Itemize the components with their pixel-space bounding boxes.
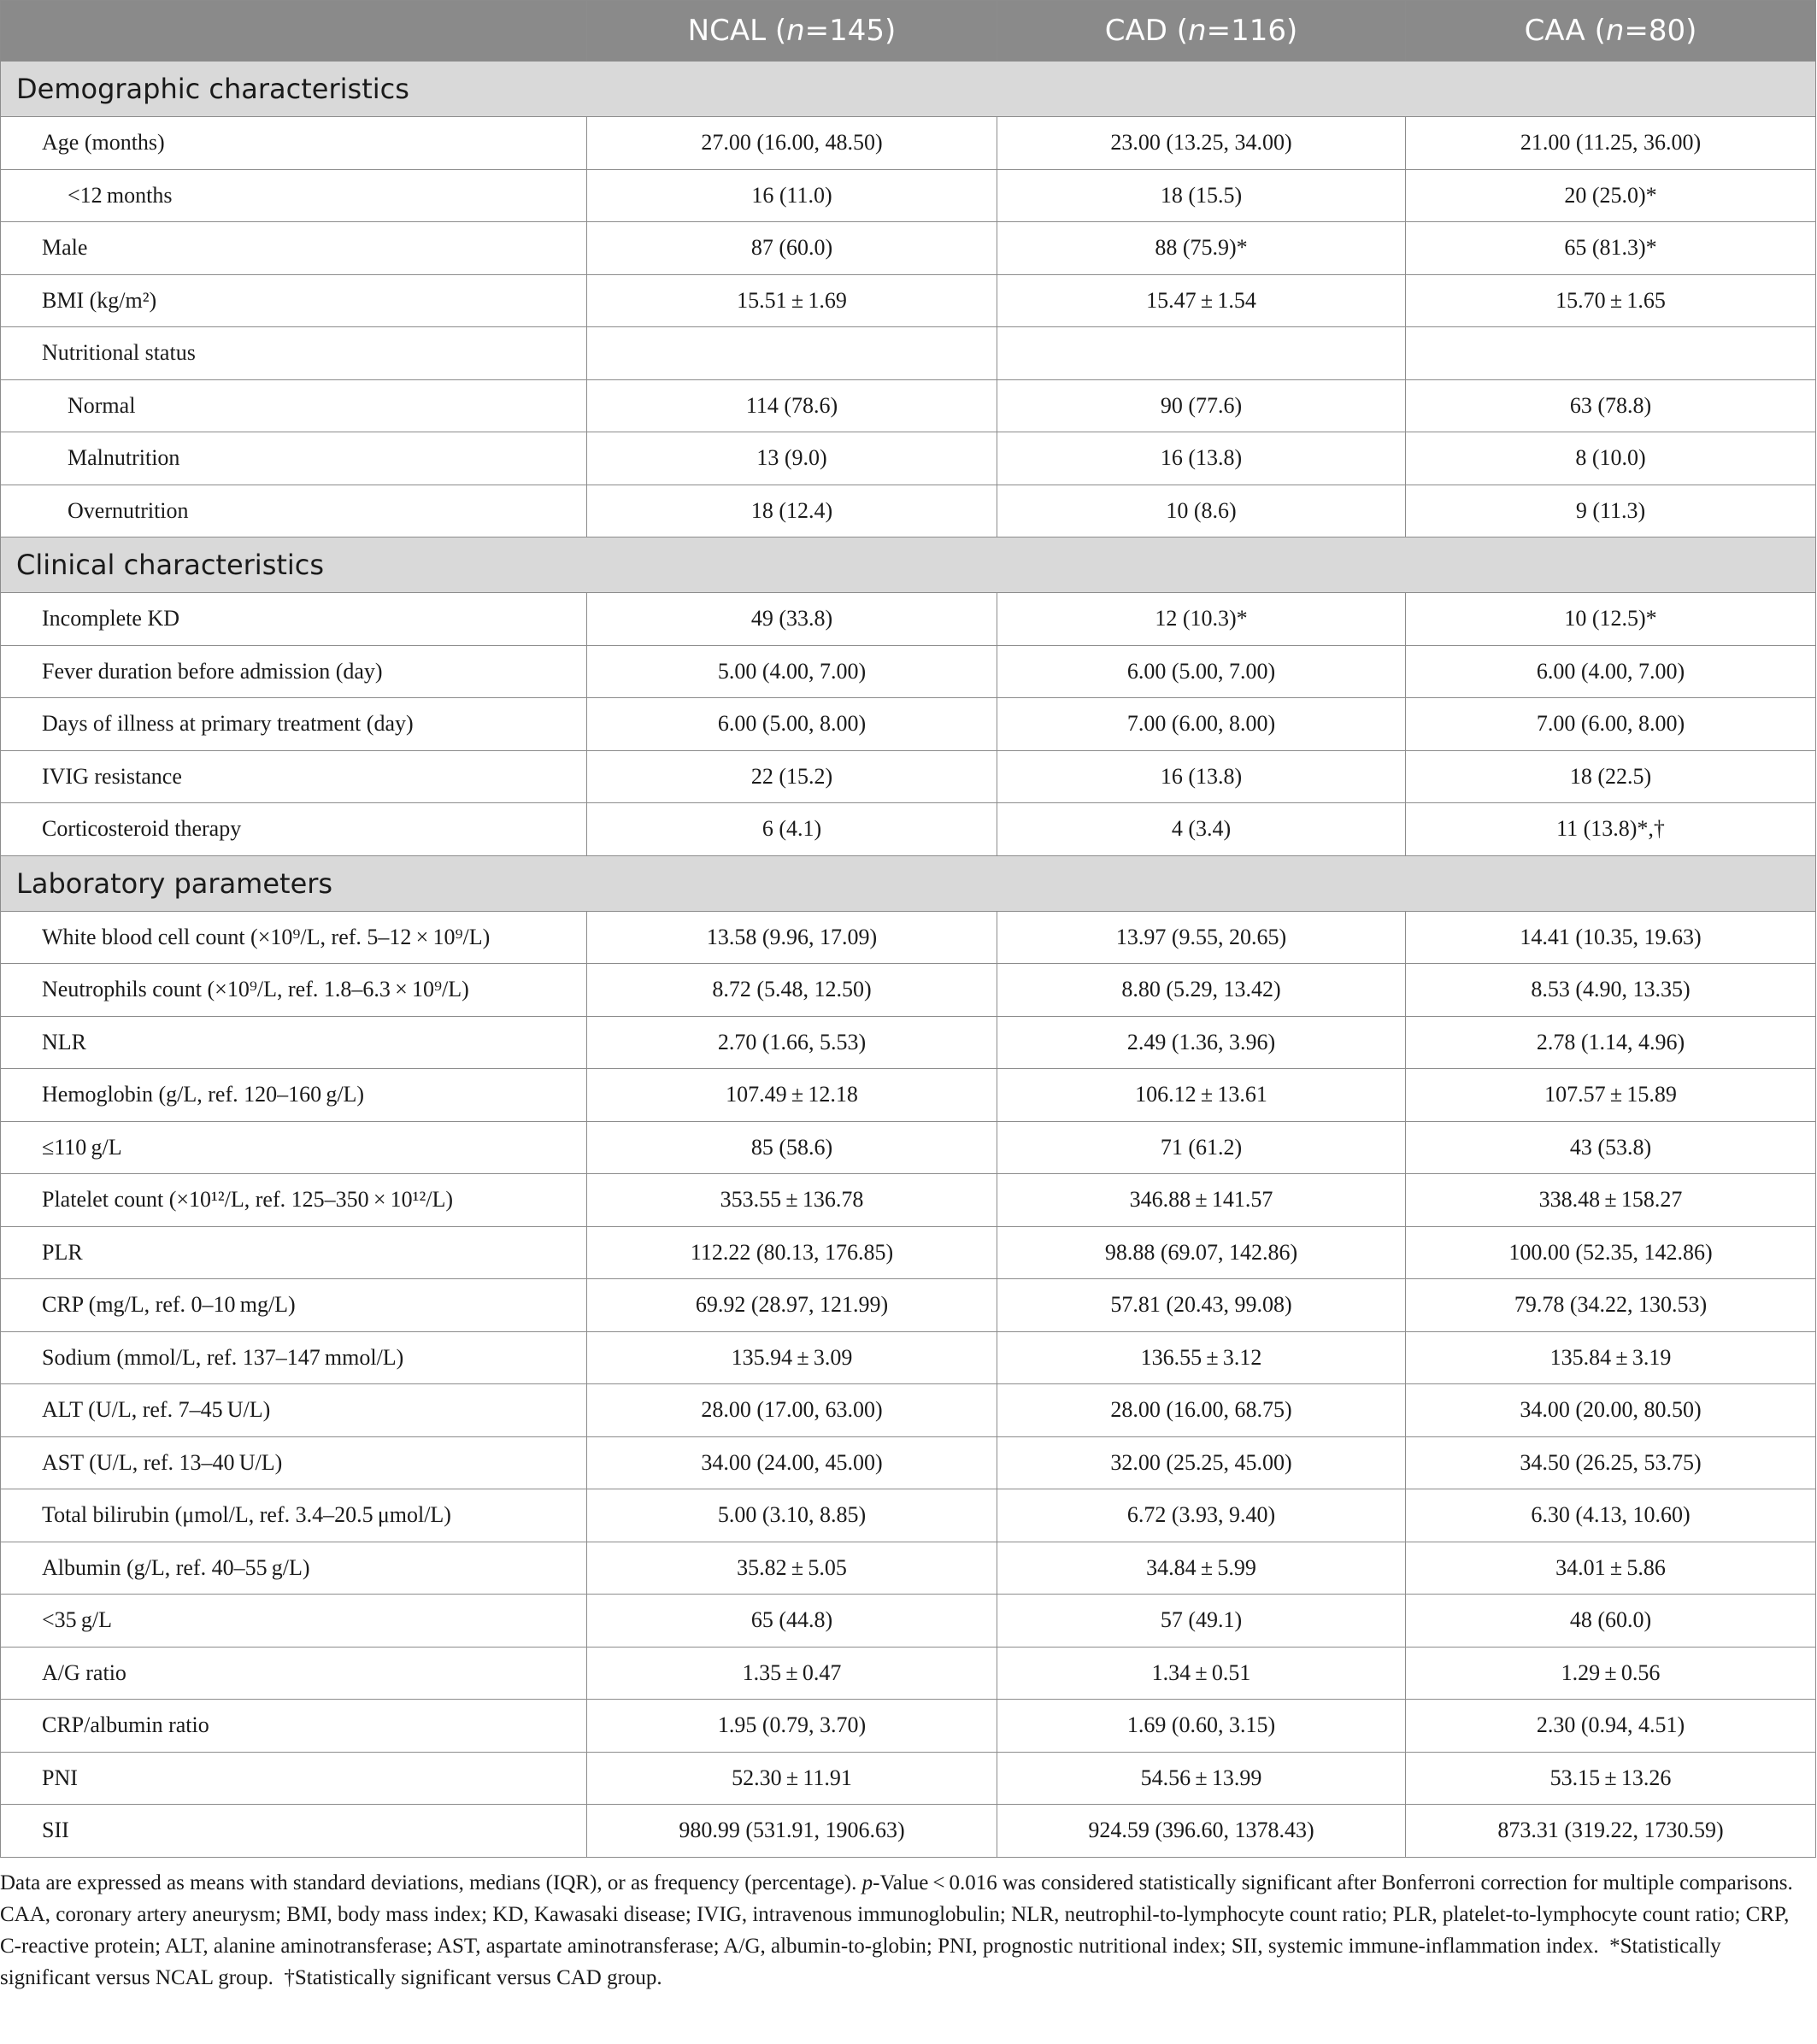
row-label: SII (1, 1805, 587, 1858)
cad-value: 7.00 (6.00, 8.00) (997, 698, 1406, 751)
row-label: NLR (1, 1016, 587, 1069)
table-row (1, 1647, 1816, 1700)
ncal-value: 28.00 (17.00, 63.00) (587, 1384, 997, 1437)
ncal-value: 52.30 ± 11.91 (587, 1752, 997, 1805)
table-footnote (0, 1867, 1812, 1994)
row-label: Fever duration before admission (day) (1, 645, 587, 698)
section-title: Demographic characteristics (1, 62, 1816, 117)
table-row (1, 379, 1816, 432)
caa-value: 18 (22.5) (1406, 750, 1816, 803)
caa-value: 48 (60.0) (1406, 1595, 1816, 1648)
ncal-value: 27.00 (16.00, 48.50) (587, 117, 997, 170)
cad-value: 28.00 (16.00, 68.75) (997, 1384, 1406, 1437)
cad-value: 12 (10.3)* (997, 593, 1406, 646)
ncal-value: 5.00 (4.00, 7.00) (587, 645, 997, 698)
section-header-row (1, 537, 1816, 593)
cad-value: 23.00 (13.25, 34.00) (997, 117, 1406, 170)
cad-value: 18 (15.5) (997, 169, 1406, 222)
ncal-value: 353.55 ± 136.78 (587, 1174, 997, 1227)
table-body (1, 62, 1816, 1858)
section-title: Clinical characteristics (1, 537, 1816, 593)
table-row (1, 1436, 1816, 1489)
cad-value: 346.88 ± 141.57 (997, 1174, 1406, 1227)
ncal-value: 2.70 (1.66, 5.53) (587, 1016, 997, 1069)
row-label: PNI (1, 1752, 587, 1805)
row-label: A/G ratio (1, 1647, 587, 1700)
table-row (1, 1331, 1816, 1384)
section-title: Laboratory parameters (1, 855, 1816, 911)
table-row (1, 485, 1816, 537)
caa-value: 338.48 ± 158.27 (1406, 1174, 1816, 1227)
row-label: Sodium (mmol/L, ref. 137–147 mmol/L) (1, 1331, 587, 1384)
ncal-value: 6 (4.1) (587, 803, 997, 856)
caa-value: 1.29 ± 0.56 (1406, 1647, 1816, 1700)
ncal-value: 85 (58.6) (587, 1121, 997, 1174)
ncal-value (587, 327, 997, 380)
cad-value: 6.72 (3.93, 9.40) (997, 1489, 1406, 1542)
row-label: CRP/albumin ratio (1, 1700, 587, 1753)
header-ncal: NCAL (n=145) (587, 1, 997, 62)
table-row (1, 911, 1816, 964)
row-label: Incomplete KD (1, 593, 587, 646)
footnote-sig-cad: †Statistically significant versus CAD group. (284, 1966, 662, 1989)
footnote-body: Data are expressed as means with standard deviations, medians (IQR), or as frequency (percentage). p-Value < 0.016 was considered statistically significant after Bonferroni correction for multiple comparisons. CAA, coronary artery aneurysm; BMI, body mass index; KD, Kawasaki disease; IVIG, intravenous immunoglobulin; NLR, neutrophil-to-lymphocyte count ratio; PLR, platelet-to-lymphocyte count ratio; CRP, C-reactive protein; ALT, alanine aminotransferase; AST, aspartate aminotransferase; A/G, albumin-to-globin; PNI, prognostic nutritional index; SII, systemic immune-inflammation index. (0, 1871, 1793, 1958)
ncal-value: 6.00 (5.00, 8.00) (587, 698, 997, 751)
caa-value (1406, 327, 1816, 380)
table-row (1, 117, 1816, 170)
table-row (1, 222, 1816, 275)
table-row (1, 1700, 1816, 1753)
cad-value: 6.00 (5.00, 7.00) (997, 645, 1406, 698)
header-caa: CAA (n=80) (1406, 1, 1816, 62)
table-row (1, 1384, 1816, 1437)
cad-value: 8.80 (5.29, 13.42) (997, 964, 1406, 1017)
caa-value: 6.00 (4.00, 7.00) (1406, 645, 1816, 698)
row-label: Normal (1, 379, 587, 432)
ncal-value: 1.95 (0.79, 3.70) (587, 1700, 997, 1753)
caa-value: 43 (53.8) (1406, 1121, 1816, 1174)
cad-value: 90 (77.6) (997, 379, 1406, 432)
caa-value: 873.31 (319.22, 1730.59) (1406, 1805, 1816, 1858)
cad-value: 71 (61.2) (997, 1121, 1406, 1174)
cad-value: 15.47 ± 1.54 (997, 274, 1406, 327)
cad-value: 1.69 (0.60, 3.15) (997, 1700, 1406, 1753)
header-cad: CAD (n=116) (997, 1, 1406, 62)
row-label: Male (1, 222, 587, 275)
ncal-value: 1.35 ± 0.47 (587, 1647, 997, 1700)
caa-value: 34.00 (20.00, 80.50) (1406, 1384, 1816, 1437)
table-header-row (1, 1, 1816, 62)
ncal-value: 114 (78.6) (587, 379, 997, 432)
row-label: Corticosteroid therapy (1, 803, 587, 856)
cad-value: 13.97 (9.55, 20.65) (997, 911, 1406, 964)
section-header-row (1, 855, 1816, 911)
cad-value: 924.59 (396.60, 1378.43) (997, 1805, 1406, 1858)
table-row (1, 1805, 1816, 1858)
cad-value: 16 (13.8) (997, 750, 1406, 803)
ncal-value: 35.82 ± 5.05 (587, 1542, 997, 1595)
ncal-value: 8.72 (5.48, 12.50) (587, 964, 997, 1017)
ncal-value: 49 (33.8) (587, 593, 997, 646)
table-row (1, 698, 1816, 751)
caa-value: 8 (10.0) (1406, 432, 1816, 485)
header-label-cell (1, 1, 587, 62)
caa-value: 79.78 (34.22, 130.53) (1406, 1279, 1816, 1332)
cad-value: 34.84 ± 5.99 (997, 1542, 1406, 1595)
table-row (1, 803, 1816, 856)
ncal-value: 5.00 (3.10, 8.85) (587, 1489, 997, 1542)
section-header-row (1, 62, 1816, 117)
caa-value: 9 (11.3) (1406, 485, 1816, 537)
cad-value: 136.55 ± 3.12 (997, 1331, 1406, 1384)
ncal-value: 13 (9.0) (587, 432, 997, 485)
caa-value: 10 (12.5)* (1406, 593, 1816, 646)
table-row (1, 1542, 1816, 1595)
cad-value: 1.34 ± 0.51 (997, 1647, 1406, 1700)
caa-value: 8.53 (4.90, 13.35) (1406, 964, 1816, 1017)
table-row (1, 169, 1816, 222)
cad-value: 16 (13.8) (997, 432, 1406, 485)
row-label: Nutritional status (1, 327, 587, 380)
caa-value: 63 (78.8) (1406, 379, 1816, 432)
ncal-value: 15.51 ± 1.69 (587, 274, 997, 327)
row-label: Total bilirubin (μmol/L, ref. 3.4–20.5 μmol/L) (1, 1489, 587, 1542)
row-label: ALT (U/L, ref. 7–45 U/L) (1, 1384, 587, 1437)
ncal-value: 65 (44.8) (587, 1595, 997, 1648)
ncal-value: 16 (11.0) (587, 169, 997, 222)
row-label: White blood cell count (×10⁹/L, ref. 5–12 × 10⁹/L) (1, 911, 587, 964)
cad-value: 4 (3.4) (997, 803, 1406, 856)
row-label: Age (months) (1, 117, 587, 170)
ncal-value: 980.99 (531.91, 1906.63) (587, 1805, 997, 1858)
table-row (1, 645, 1816, 698)
ncal-value: 13.58 (9.96, 17.09) (587, 911, 997, 964)
ncal-value: 34.00 (24.00, 45.00) (587, 1436, 997, 1489)
cad-value: 32.00 (25.25, 45.00) (997, 1436, 1406, 1489)
caa-value: 2.78 (1.14, 4.96) (1406, 1016, 1816, 1069)
ncal-value: 69.92 (28.97, 121.99) (587, 1279, 997, 1332)
table-row (1, 593, 1816, 646)
caa-value: 135.84 ± 3.19 (1406, 1331, 1816, 1384)
row-label: Neutrophils count (×10⁹/L, ref. 1.8–6.3 × 10⁹/L) (1, 964, 587, 1017)
cad-value: 54.56 ± 13.99 (997, 1752, 1406, 1805)
table-row (1, 1226, 1816, 1279)
caa-value: 34.01 ± 5.86 (1406, 1542, 1816, 1595)
table-row (1, 1489, 1816, 1542)
row-label: PLR (1, 1226, 587, 1279)
table-row (1, 1174, 1816, 1227)
footnote-text (0, 1867, 1812, 1994)
ncal-value: 87 (60.0) (587, 222, 997, 275)
cad-value: 57 (49.1) (997, 1595, 1406, 1648)
row-label: Malnutrition (1, 432, 587, 485)
table-row (1, 1121, 1816, 1174)
table-row (1, 274, 1816, 327)
cad-value: 10 (8.6) (997, 485, 1406, 537)
cad-value: 106.12 ± 13.61 (997, 1069, 1406, 1122)
table-row (1, 964, 1816, 1017)
cad-value: 2.49 (1.36, 3.96) (997, 1016, 1406, 1069)
cad-value: 98.88 (69.07, 142.86) (997, 1226, 1406, 1279)
caa-value: 2.30 (0.94, 4.51) (1406, 1700, 1816, 1753)
ncal-value: 22 (15.2) (587, 750, 997, 803)
cad-value: 88 (75.9)* (997, 222, 1406, 275)
row-label: Overnutrition (1, 485, 587, 537)
footnote-sig-ncal: *Statistically significant versus NCAL group. (0, 1935, 1721, 1989)
table-row (1, 327, 1816, 380)
row-label: Platelet count (×10¹²/L, ref. 125–350 × 10¹²/L) (1, 1174, 587, 1227)
row-label: CRP (mg/L, ref. 0–10 mg/L) (1, 1279, 587, 1332)
ncal-value: 135.94 ± 3.09 (587, 1331, 997, 1384)
ncal-value: 18 (12.4) (587, 485, 997, 537)
caa-value: 15.70 ± 1.65 (1406, 274, 1816, 327)
caa-value: 34.50 (26.25, 53.75) (1406, 1436, 1816, 1489)
caa-value: 21.00 (11.25, 36.00) (1406, 117, 1816, 170)
caa-value: 100.00 (52.35, 142.86) (1406, 1226, 1816, 1279)
caa-value: 53.15 ± 13.26 (1406, 1752, 1816, 1805)
table-row (1, 1279, 1816, 1332)
ncal-value: 112.22 (80.13, 176.85) (587, 1226, 997, 1279)
row-label: Days of illness at primary treatment (day) (1, 698, 587, 751)
table-row (1, 1069, 1816, 1122)
cad-value (997, 327, 1406, 380)
row-label: ≤110 g/L (1, 1121, 587, 1174)
table-row (1, 1595, 1816, 1648)
caa-value: 107.57 ± 15.89 (1406, 1069, 1816, 1122)
row-label: BMI (kg/m²) (1, 274, 587, 327)
ncal-value: 107.49 ± 12.18 (587, 1069, 997, 1122)
caa-value: 20 (25.0)* (1406, 169, 1816, 222)
caa-value: 14.41 (10.35, 19.63) (1406, 911, 1816, 964)
table-row (1, 750, 1816, 803)
table-row (1, 432, 1816, 485)
table-row (1, 1016, 1816, 1069)
row-label: <12 months (1, 169, 587, 222)
row-label: <35 g/L (1, 1595, 587, 1648)
table-row (1, 1752, 1816, 1805)
row-label: Albumin (g/L, ref. 40–55 g/L) (1, 1542, 587, 1595)
caa-value: 7.00 (6.00, 8.00) (1406, 698, 1816, 751)
row-label: AST (U/L, ref. 13–40 U/L) (1, 1436, 587, 1489)
row-label: Hemoglobin (g/L, ref. 120–160 g/L) (1, 1069, 587, 1122)
row-label: IVIG resistance (1, 750, 587, 803)
caa-value: 6.30 (4.13, 10.60) (1406, 1489, 1816, 1542)
caa-value: 11 (13.8)*,† (1406, 803, 1816, 856)
caa-value: 65 (81.3)* (1406, 222, 1816, 275)
cad-value: 57.81 (20.43, 99.08) (997, 1279, 1406, 1332)
